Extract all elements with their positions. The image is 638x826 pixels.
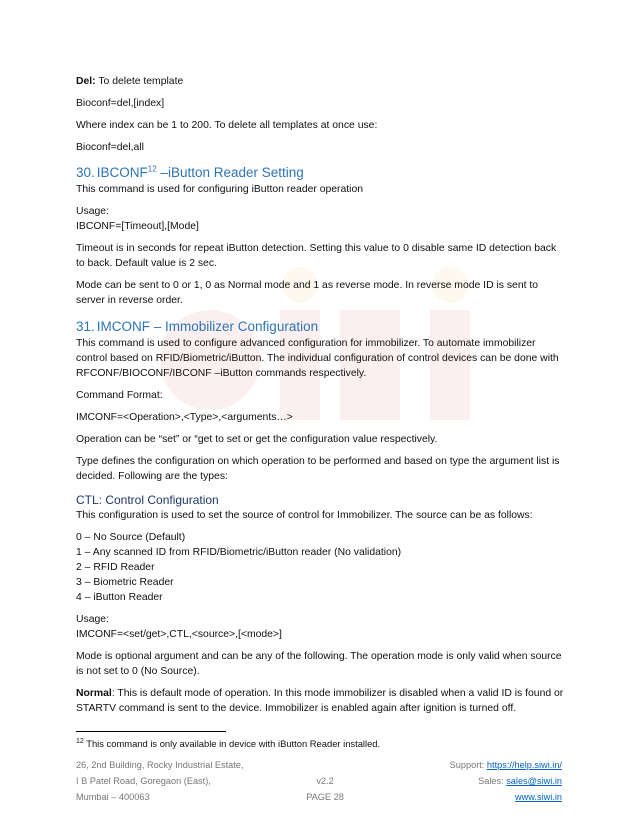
- del-line: [76, 74, 566, 89]
- section-30-timeout: Timeout is in seconds for repeat iButton detection. Setting this value to 0 disable same ID detection back to back. Default value is 2 sec.: [76, 243, 557, 269]
- ctl-normal-mode: [76, 686, 566, 716]
- ctl-source-list: [76, 530, 566, 605]
- sales-email-link[interactable]: sales@siwi.in: [506, 776, 562, 786]
- section-31-type: Type defines the configuration on which operation to be performed and based on type the argument list is decided. Following are the types:: [76, 456, 560, 482]
- section-30-usage: IBCONF=[Timeout],[Mode]: [76, 221, 199, 232]
- del-all: Bioconf=del,all: [76, 142, 144, 153]
- ctl-intro: This configuration is used to set the source of control for Immobilizer. The source can be as follows:: [76, 510, 533, 521]
- section-30-heading: [76, 164, 566, 182]
- section-31-number: 31.: [76, 319, 95, 334]
- section-31-format-label: Command Format:: [76, 390, 163, 401]
- ctl-heading: CTL: Control Configuration: [76, 493, 219, 507]
- section-30-intro: This command is used for configuring iButton reader operation: [76, 184, 364, 195]
- del-syntax: Bioconf=del,[index]: [76, 98, 165, 109]
- ctl-source-item: 4 – iButton Reader: [76, 592, 163, 603]
- footer-version: v2.2: [316, 776, 334, 786]
- support-link[interactable]: https://help.siwi.in/: [486, 760, 562, 770]
- ctl-mode-text: Mode is optional argument and can be any of the following. The operation mode is only valid when source is not set to 0 (No Source).: [76, 651, 562, 677]
- main-content: [76, 74, 566, 716]
- footnote-ref-12[interactable]: 12: [147, 164, 157, 174]
- footer-sales: [450, 773, 562, 789]
- footnote: [76, 737, 566, 750]
- normal-label: Normal: [76, 688, 112, 699]
- normal-text: : This is default mode of operation. In this mode immobilizer is disabled when a valid ID is found or STARTV command is sent to the device. Immobilizer is enabled again after ignition is turned off.: [76, 688, 564, 714]
- ctl-usage-label: Usage:: [76, 614, 109, 625]
- section-30-mode: Mode can be sent to 0 or 1, 0 as Normal mode and 1 as reverse mode. In reverse mode ID is sent to server in reverse order.: [76, 280, 539, 306]
- del-desc: To delete template: [95, 76, 184, 87]
- footer-address: [76, 757, 244, 805]
- section-31-title: IMCONF – Immobilizer Configuration: [96, 319, 319, 334]
- section-30-usage-label: Usage:: [76, 206, 109, 217]
- footer-center: [280, 757, 370, 805]
- ctl-source-item: 0 – No Source (Default): [76, 532, 186, 543]
- section-31-heading: [76, 318, 566, 336]
- section-30-number: 30.: [76, 165, 95, 180]
- ctl-source-item: 3 – Biometric Reader: [76, 577, 174, 588]
- footer-address-line: Mumbai – 400063: [76, 792, 150, 802]
- section-31-operation: Operation can be “set” or “get to set or get the configuration value respectively.: [76, 434, 438, 445]
- section-30-title-b: –iButton Reader Setting: [156, 165, 304, 180]
- footer-contacts: [450, 757, 562, 805]
- footer-page-number: PAGE 28: [306, 792, 344, 802]
- ctl-usage: IMCONF=<set/get>,CTL,<source>,[<mode>]: [76, 629, 282, 640]
- footnote-text: This command is only available in device with iButton Reader installed.: [83, 738, 381, 749]
- section-31-intro: This command is used to configure advanced configuration for immobilizer. To automate immobilizer control based on RFID/Biometric/iButton. The individual configuration of control devices can be done with RFCONF/BIOCONF/IBCONF –iButton commands respectively.: [76, 338, 559, 379]
- del-label: Del:: [76, 76, 96, 87]
- section-31-format: IMCONF=<Operation>,<Type>,<arguments…>: [76, 412, 293, 423]
- footer-address-line: 26, 2nd Building, Rocky Industrial Estate,: [76, 760, 244, 770]
- ctl-source-item: 1 – Any scanned ID from RFID/Biometric/iButton reader (No validation): [76, 547, 402, 558]
- footer-address-line: I B Patel Road, Goregaon (East),: [76, 776, 211, 786]
- ctl-source-item: 2 – RFID Reader: [76, 562, 155, 573]
- website-link[interactable]: www.siwi.in: [515, 792, 562, 802]
- footnote-divider: [76, 731, 226, 732]
- footer-web: [450, 789, 562, 805]
- section-30-title-a: IBCONF: [96, 165, 148, 180]
- sales-label: Sales:: [478, 776, 507, 786]
- footnote-number: 12: [76, 737, 84, 745]
- del-range: Where index can be 1 to 200. To delete all templates at once use:: [76, 120, 378, 131]
- support-label: Support:: [449, 760, 487, 770]
- footer-support: [450, 757, 562, 773]
